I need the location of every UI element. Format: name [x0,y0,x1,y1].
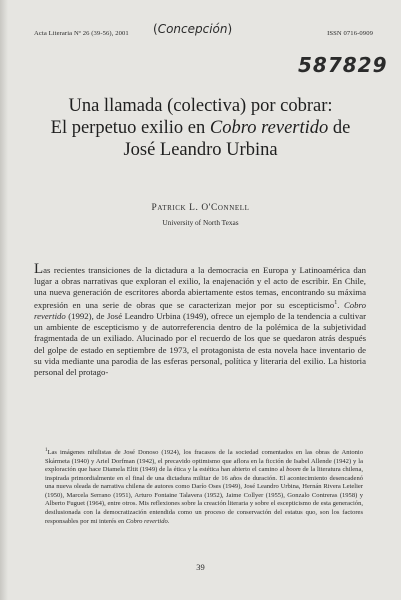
issn-number: ISSN 0716-0909 [327,30,373,37]
footnote: $^1$Las imágenes nihilistas de José Donoso (1924), los fracasos de la sociedad comentados en las obras de Antonio Skármeta (1940) y Ariel Dorfman (1942), el precavido optimismo que aflora en la ficción de Isabel Allende (1942) y la exploración que hace Diamela Eltit (1949) de la ética y la estética han abierto el camino al boom de la literatura chilena, inspirada primordialmente en el final de una dictadura militar de 16 años de duración. El acontecimiento desencadenó una nueva oleada de narrativa chilena de autores como Darío Oses (1949), José Leandro Urbina, Hernán Rivera Letelier (1950), Marcela Serrano (1951), Arturo Fontaine Talavera (1952), Jaime Collyer (1955), Gonzalo Contreras (1958) y Alberto Fuguet (1964), entre otros. Mis reflexiones sobre la creación literaria y sobre el escepticismo de esta generación, desilusionada con la democratización entendida como un proceso de conservación del estatus quo, son los factores responsables por mi interés en Cobro revertido. [45,448,364,525]
article-title [28,95,373,161]
footnote-reference: 1 [334,300,338,307]
footnote-marker: 1 [45,448,48,453]
title-line-2: El perpetuo exilio en Cobro revertido de [50,118,351,138]
page-number: 39 [196,562,205,572]
drop-cap: L [34,261,44,277]
handwritten-library-note: (Concepción) [153,22,233,36]
title-line-1: Una llamada (colectiva) por cobrar: [68,96,333,116]
author-name: Patrick L. O'Connell [151,203,250,213]
scan-edge-shadow [0,0,8,600]
journal-citation: Acta Literaria Nº 26 (39-56), 2001 [34,30,129,37]
title-line-3: José Leandro Urbina [123,140,278,160]
body-paragraph: Las recientes transiciones de la dictadura a la democracia en Europa y Latinoamérica dan lugar a obras narrativas que exploran el exilio, la enajenación y el acto de escribir. En Chile, una nueva generación de escritores aborda abiertamente estos temas, encontrando su máxima expresión en una serie de obras que se caracterizan mejor por su escepticismo$^1$. Cobro revertido (1992), de José Leandro Urbina (1949), ofrece un ejemplo de la tendencia a cultivar un ambiente de escepticismo y de autorreferencia dentro de la polémica de la subjetividad fragmentada de un exiliado. Alucinado por el recuerdo de los que se quedaron atrás después del golpe de estado en septiembre de 1973, el protagonista de esta novela hace inventario de su vida mediante una parodia de las esferas personal, política y literaria del exilio. La historia personal del protago- [34,261,366,377]
handwritten-catalog-number: 587829 [298,53,388,77]
author-affiliation: University of North Texas [162,218,239,227]
